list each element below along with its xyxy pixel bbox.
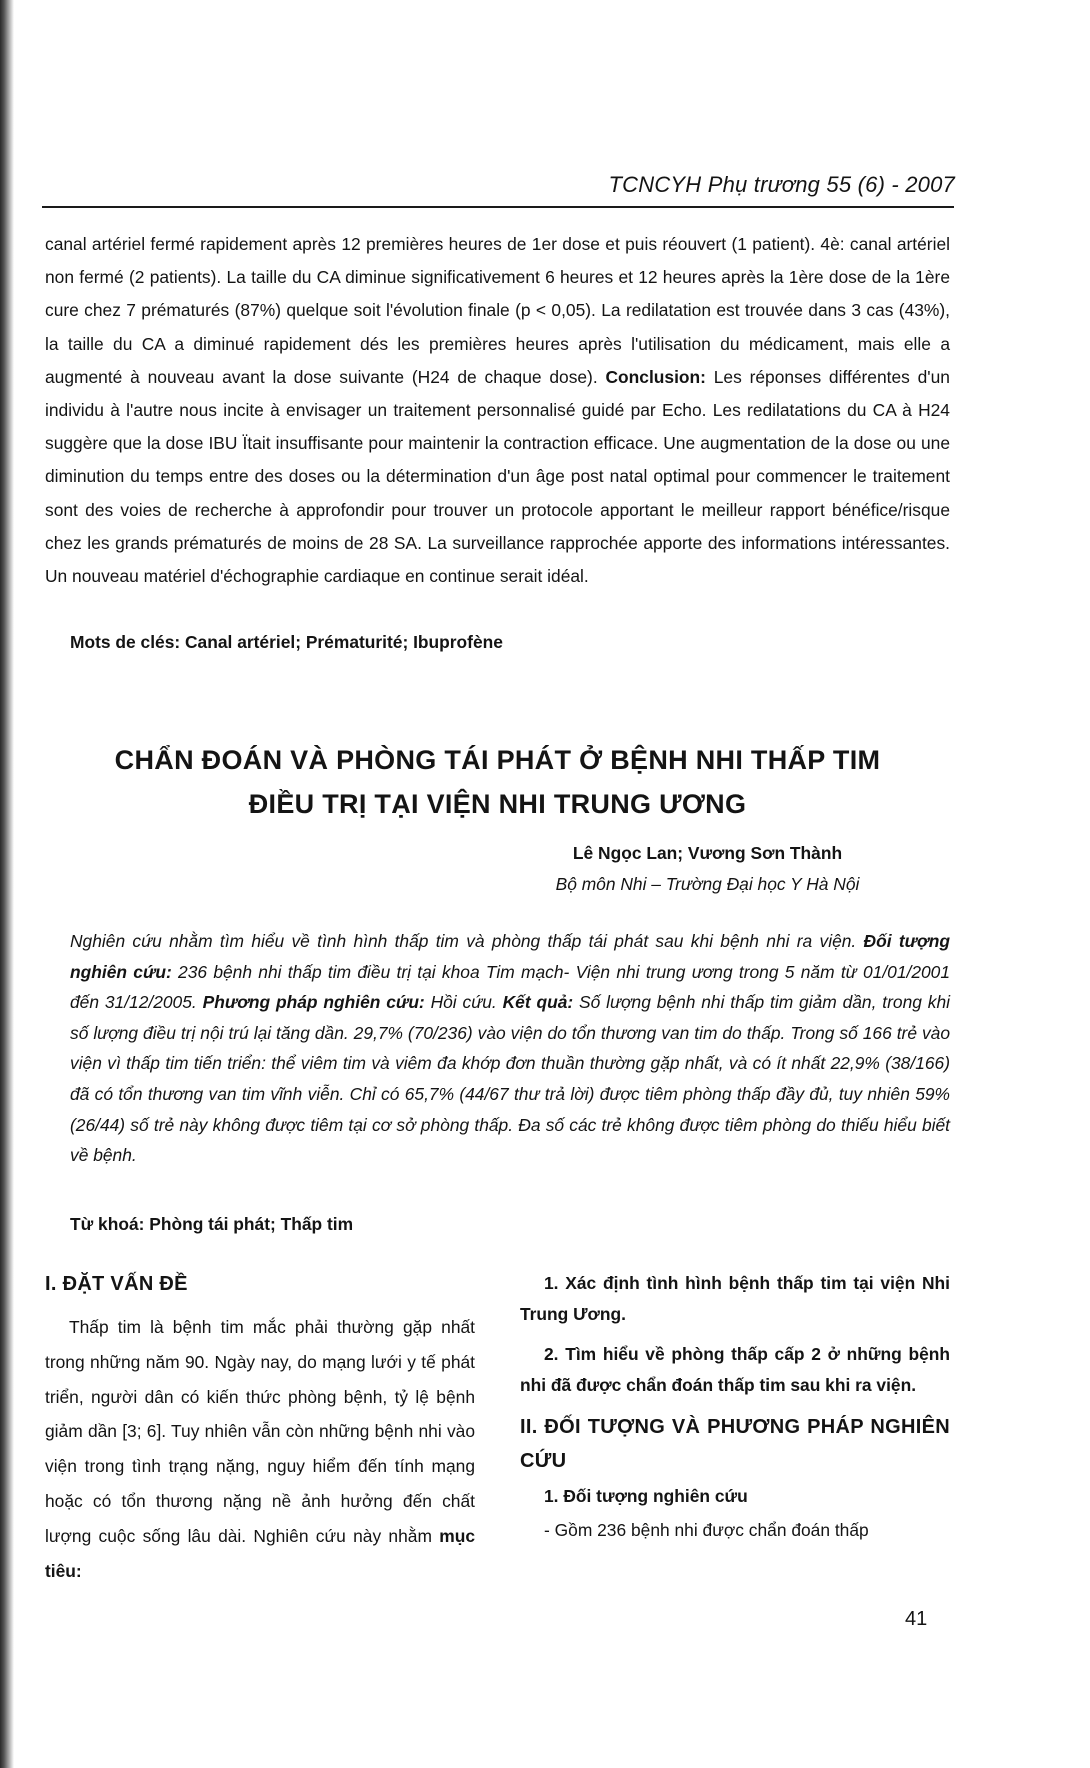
- fr-line: redilatation est trouvée dans 3 cas (43%), la taille du CA a diminué rapidement dés les premières heures: [45, 300, 950, 354]
- fr-line: traitement personnalisé guidé par Echo. Les redilatations du CA à H24 suggère que la dose IBU Ïtait: [45, 400, 950, 454]
- vi-results-text: Số lượng bệnh nhi thấp tim giảm dần, trong khi số lượng điều trị nội trú lại tăng dần. 29,7% (70/236) vào viện do tổn thương van tim do thấp. Trong số 166 trẻ vào viện vì thấp tim tiến triển: thể viêm tim và viêm đa khớp đơn thuần thường gặp nhất, và có ít nhất 22,9% (38/166) đã có tổn thương van tim vĩnh viễn. Chỉ có 65,7% (44/67 thư trả lời) được tiêm phòng thấp đầy đủ, tuy nhiên 59% (26/44) số trẻ này không được tiêm tại cơ sở phòng thấp. Đa số các trẻ không được tiêm phòng do thiếu hiểu biết về bệnh.: [70, 992, 950, 1166]
- method-label: Phương pháp nghiên cứu:: [202, 992, 425, 1013]
- fr-line: sont des voies de recherche à approfondir pour trouver un protocole apportant le meilleur rapport: [45, 499, 825, 520]
- fr-line: informations intéressantes. Un nouveau matériel d'échographie cardiaque en continue serait idéal.: [45, 532, 950, 587]
- objective-1: 1. Xác định tình hình bệnh thấp tim tại viện Nhi Trung Ương.: [520, 1273, 950, 1324]
- affiliation: Bộ môn Nhi – Trường Đại học Y Hà Nội: [555, 874, 860, 894]
- scan-edge-shadow: [0, 0, 14, 1768]
- fr-line: temps entre des doses ou la détermination d'un âge post natal optimal pour commencer le traitement: [155, 466, 950, 487]
- vi-subjects-text: 236 bệnh nhi thấp tim điều trị tại khoa Tim mạch- Viện nhi trung ương trong 5 năm từ 01/01/2001 đến 31/12/2005.: [70, 961, 951, 1013]
- fr-line: après la 1ère dose de la 1ère cure chez 7 prématurés (87%) quelque soit l'évolution finale (p < 0,05). La: [45, 267, 950, 321]
- page-number: 41: [905, 1608, 928, 1630]
- objective-label: mục tiêu:: [45, 1525, 475, 1581]
- fr-line: bénéfice/risque chez les grands prématurés de moins de 28 SA. La surveillance rapprochée apporte des: [45, 499, 950, 553]
- article-title: [40, 738, 955, 826]
- intro-paragraph: [45, 1310, 475, 1588]
- vietnamese-keywords: Từ khoá: Phòng tái phát; Thấp tim: [70, 1214, 354, 1234]
- subjects-paragraph: - Gồm 236 bệnh nhi được chẩn đoán thấp: [544, 1520, 869, 1541]
- vi-method-text: Hồi cứu.: [424, 992, 503, 1013]
- french-abstract: [45, 228, 950, 593]
- right-column: [520, 1268, 950, 1545]
- section-heading: II. ĐỐI TƯỢNG VÀ PHƯƠNG PHÁP NGHIÊN CỨU: [520, 1416, 950, 1473]
- authors: Lê Ngọc Lan; Vương Sơn Thành: [572, 843, 843, 863]
- vietnamese-abstract: [70, 926, 950, 1171]
- subjects-label: Đối tượng nghiên cứu:: [70, 931, 950, 982]
- title-line-1: CHẨN ĐOÁN VÀ PHÒNG TÁI PHÁT Ở BỆNH NHI THẤP TIM: [114, 745, 881, 775]
- header-rule: [42, 206, 954, 208]
- subsection-heading: 1. Đối tượng nghiên cứu: [544, 1486, 748, 1507]
- fr-line: canal artériel fermé rapidement après 12 premières heures de 1er dose et puis réouvert (1 patient). 4è:: [45, 234, 845, 254]
- title-line-2: ĐIỀU TRỊ TẠI VIỆN NHI TRUNG ƯƠNG: [248, 789, 747, 819]
- vi-intro: Nghiên cứu nhằm tìm hiểu về tình hình thấp tim và phòng thấp tái phát sau khi bệnh nhi ra viện.: [70, 931, 864, 951]
- conclusion-label: Conclusion:: [605, 366, 706, 387]
- objective-2: 2. Tìm hiểu về phòng thấp cấp 2 ở những bệnh nhi đã được chẩn đoán thấp tim sau khi ra viện.: [520, 1344, 950, 1395]
- french-keywords: Mots de clés: Canal artériel; Prématurité; Ibuprofène: [70, 632, 503, 652]
- fr-line: canal artériel non fermé (2 patients). La taille du CA diminue significativement 6 heures et 12 heures: [45, 234, 950, 288]
- fr-line: Les réponses différentes d'un individu à l'autre nous incite à envisager un: [45, 366, 950, 421]
- fr-line: après l'utilisation du médicament, mais elle a augmenté à nouveau avant la dose suivante (H24 de: [45, 333, 950, 387]
- intro-text: Thấp tim là bệnh tim mắc phải thường gặp nhất trong những năm 90. Ngày nay, do mạng lưới y tế phát triển, người dân có kiến thức phòng bệnh, tỷ lệ bệnh giảm dần [3; 6]. Tuy nhiên vẫn còn những bệnh nhi vào viện trong tình trạng nặng, nguy hiểm đến tính mạng hoặc có tổn thương nặng nề ảnh hưởng đến chất lượng cuộc sống lâu dài. Nghiên cứu này nhằm: [45, 1317, 475, 1546]
- section-heading: I. ĐẶT VẤN ĐỀ: [45, 1273, 188, 1295]
- left-column: [45, 1273, 475, 1588]
- fr-line: chaque dose).: [484, 366, 598, 387]
- journal-header: TCNCYH Phụ trương 55 (6) - 2007: [608, 172, 955, 197]
- fr-line: insuffisante pour maintenir la contraction efficace. Une augmentation de la dose ou une diminution du: [45, 433, 950, 487]
- results-label: Kết quả:: [502, 992, 574, 1013]
